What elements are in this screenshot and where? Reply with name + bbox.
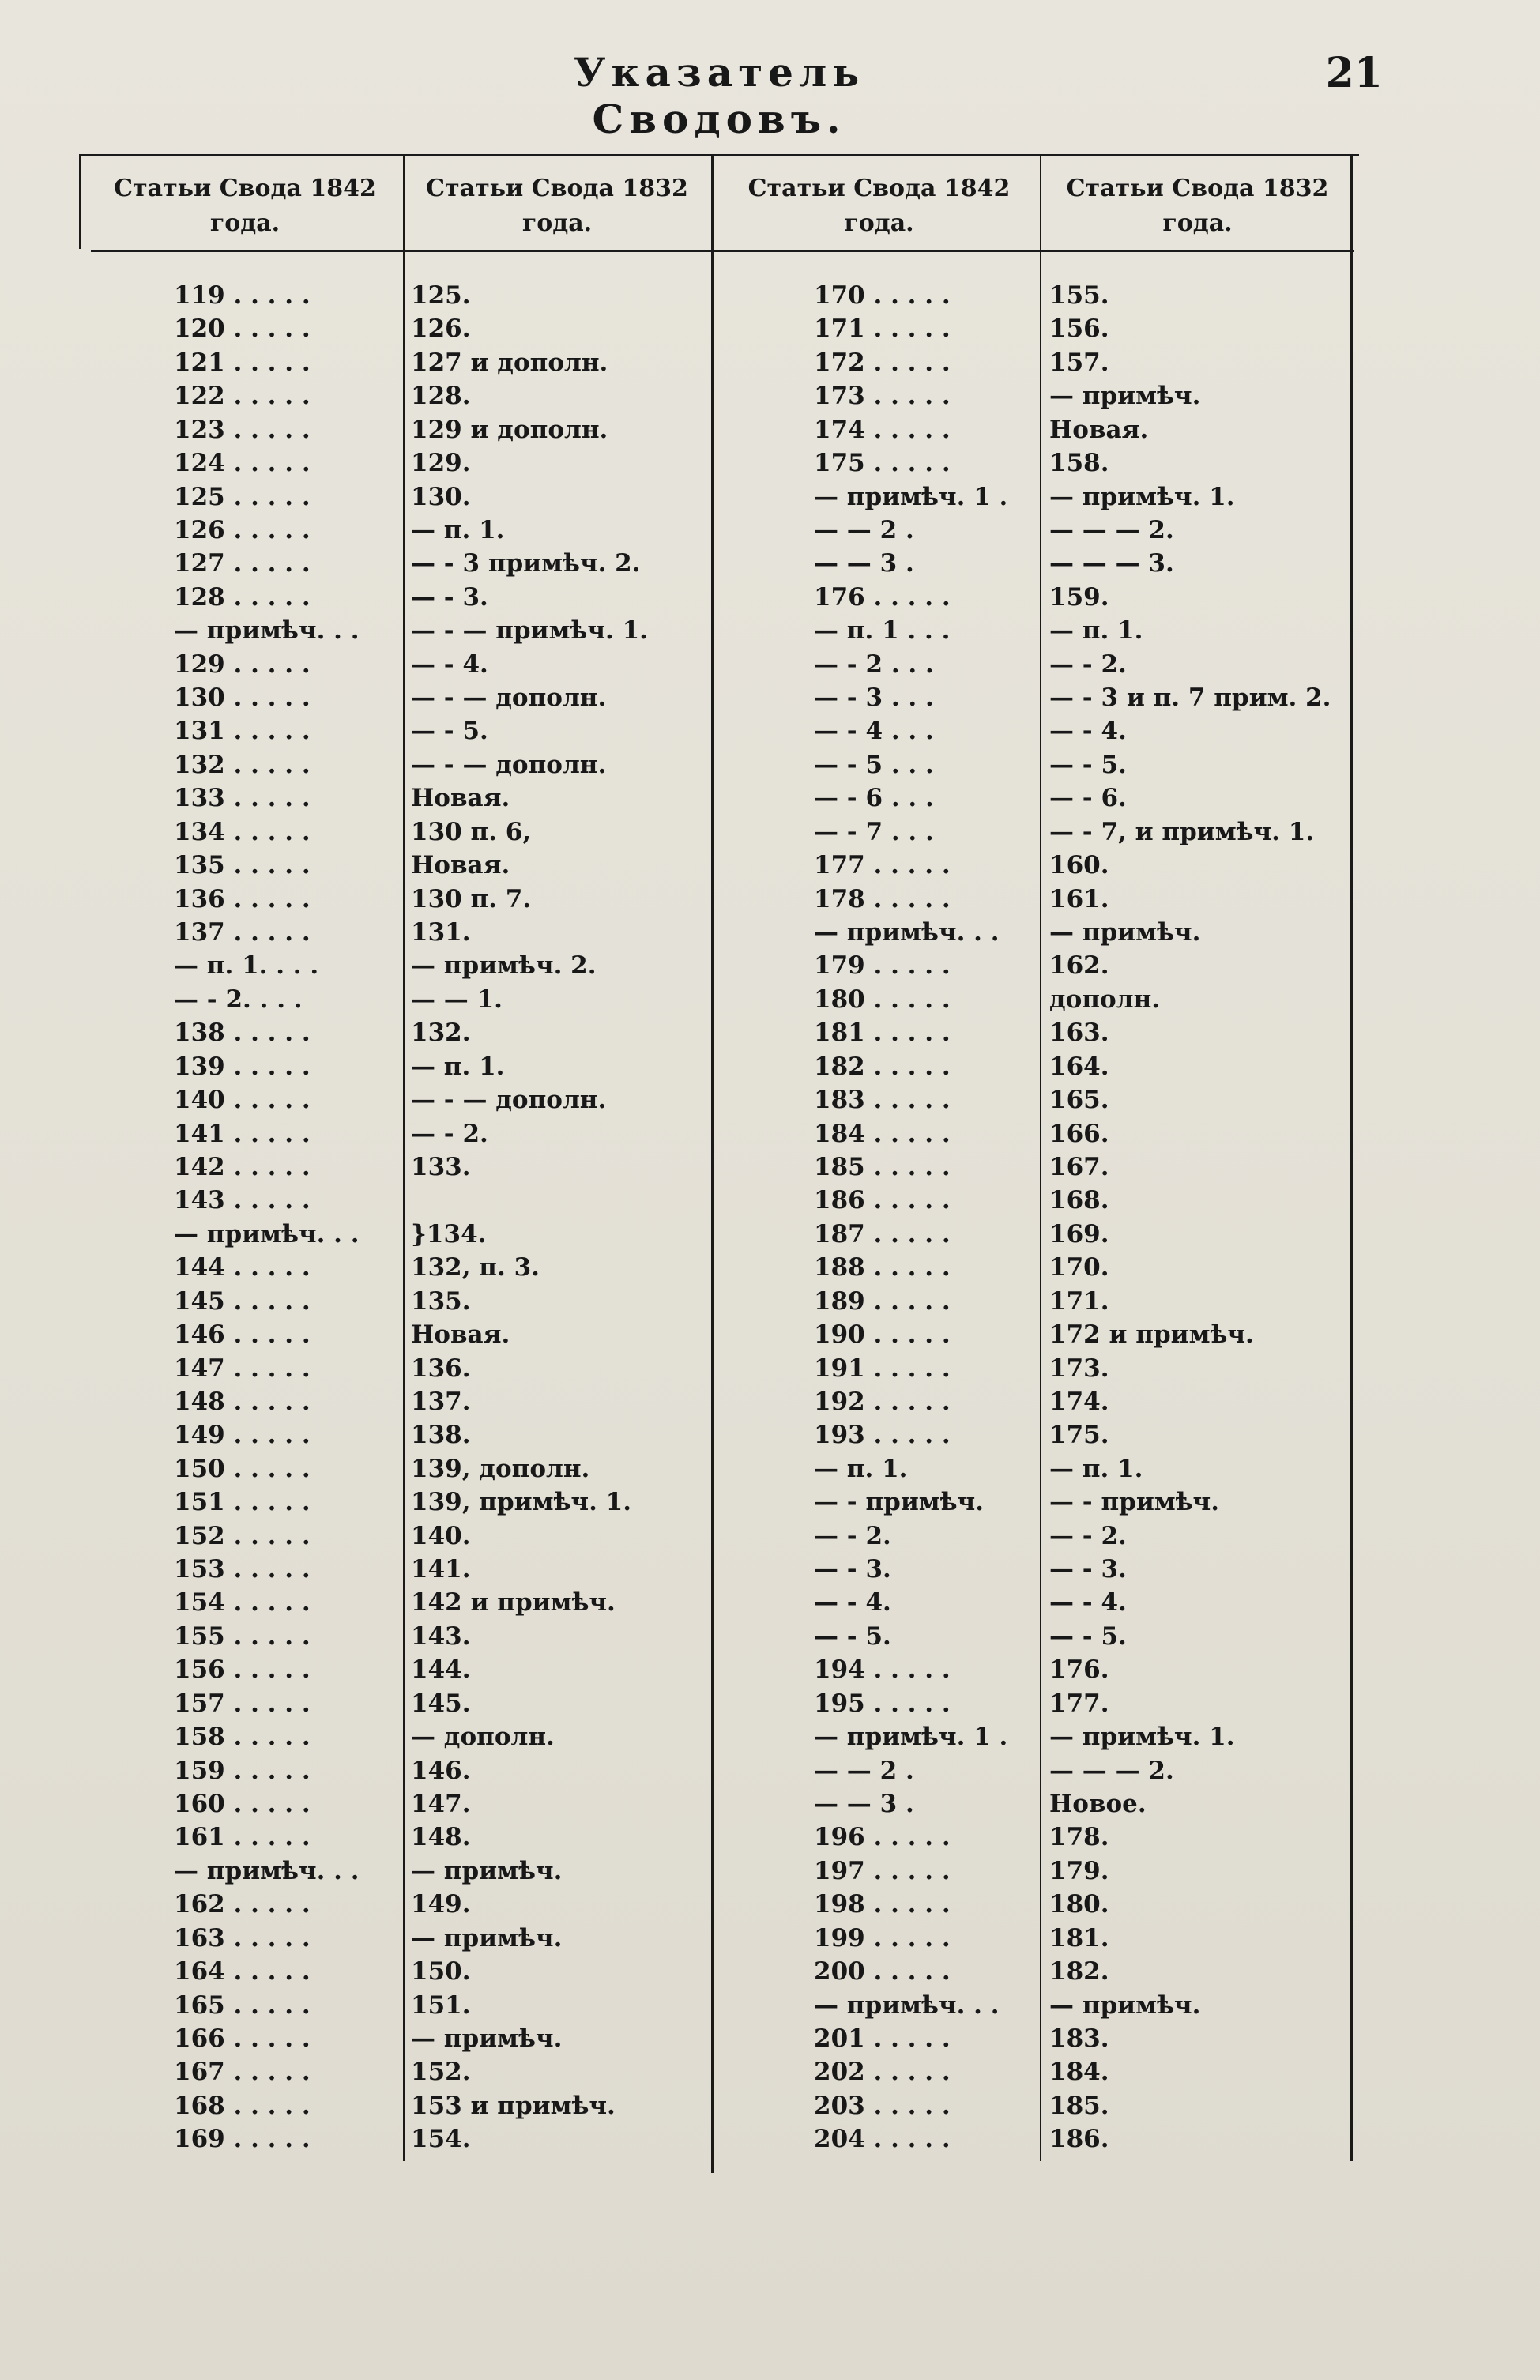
table-cell: — - 4. xyxy=(411,650,488,679)
table-cell: — примѣч. xyxy=(411,1856,563,1885)
table-cell: 135. xyxy=(411,1286,471,1316)
table-cell: 130 . . . . . xyxy=(174,683,311,713)
table-cell: 128. xyxy=(411,382,471,411)
table-cell: — примѣч. xyxy=(411,1923,563,1953)
table-cell: 156 . . . . . xyxy=(174,1655,311,1685)
table-cell: — - 5. xyxy=(1049,750,1127,779)
table-cell: — - 2. xyxy=(411,1119,488,1148)
table-cell: 192 . . . . . xyxy=(814,1387,951,1416)
table-cell: 148. xyxy=(411,1823,471,1852)
table-cell: 203 . . . . . xyxy=(814,2091,951,2120)
table-cell: 138 . . . . . xyxy=(174,1019,311,1048)
table-cell: 186. xyxy=(1049,2125,1109,2154)
table-cell: — примѣч. xyxy=(1049,382,1201,411)
table-cell: 141. xyxy=(411,1555,471,1584)
table-cell: Новая. xyxy=(411,851,510,880)
table-cell: — - 2. xyxy=(1049,1521,1127,1550)
table-cell: 177. xyxy=(1049,1689,1109,1718)
table-cell: — примѣч. . . xyxy=(174,1856,360,1885)
table-cell: 120 . . . . . xyxy=(174,314,311,344)
table-cell: 198 . . . . . xyxy=(814,1890,951,1919)
header-col3-1842: Статьи Свода 1842 года. xyxy=(747,175,1011,237)
table-cell: 174 . . . . . xyxy=(814,415,951,444)
table-cell: 130. xyxy=(411,482,471,511)
table-cell: 145. xyxy=(411,1689,471,1718)
table-cell: 136 . . . . . xyxy=(174,884,311,913)
page-title: Указатель Сводовъ. xyxy=(573,49,865,142)
table-cell: 185 . . . . . xyxy=(814,1152,951,1181)
table-cell: 157 . . . . . xyxy=(174,1689,311,1718)
table-cell: 171. xyxy=(1049,1286,1109,1316)
table-cell: — примѣч. xyxy=(1049,918,1201,947)
table-cell: — - 5 . . . xyxy=(814,750,934,779)
table-top-rule xyxy=(79,154,1359,156)
table-cell: 139, примѣч. 1. xyxy=(411,1488,632,1517)
table-cell: 189 . . . . . xyxy=(814,1286,951,1316)
table-cell: 176 . . . . . xyxy=(814,582,951,612)
table-cell: 152. xyxy=(411,2058,471,2087)
table-cell: 154 . . . . . xyxy=(174,1588,311,1617)
page-number: 21 xyxy=(1325,49,1383,97)
table-cell: 143. xyxy=(411,1621,471,1651)
table-cell: 147 . . . . . xyxy=(174,1354,311,1383)
table-cell: — - 3 . . . xyxy=(814,683,934,713)
table-cell: 129 и дополн. xyxy=(411,415,608,444)
table-cell xyxy=(411,1184,710,1217)
table-cell: — - примѣч. xyxy=(1049,1488,1220,1517)
table-cell: — п. 1. xyxy=(411,1052,505,1081)
table-cell: 142 и примѣч. xyxy=(411,1588,616,1617)
table-cell: 148 . . . . . xyxy=(174,1387,311,1416)
table-right-rule xyxy=(1350,154,1353,2161)
table-cell: 197 . . . . . xyxy=(814,1856,951,1885)
table-cell: 127 и дополн. xyxy=(411,348,608,377)
table-cell: 139, дополн. xyxy=(411,1454,590,1483)
table-cell: — — — 2. xyxy=(1049,1756,1174,1785)
table-cell: 178. xyxy=(1049,1823,1109,1852)
table-cell: 174. xyxy=(1049,1387,1109,1416)
table-cell: 133. xyxy=(411,1152,471,1181)
table-cell: 147. xyxy=(411,1789,471,1818)
table-cell: 187 . . . . . xyxy=(814,1219,951,1248)
table-cell: 154. xyxy=(411,2125,471,2154)
table-cell: 178 . . . . . xyxy=(814,884,951,913)
table-cell: 126. xyxy=(411,314,471,344)
table-cell: 119 . . . . . xyxy=(174,281,311,310)
table-cell: 168. xyxy=(1049,1186,1109,1215)
table-cell: 132. xyxy=(411,1019,471,1048)
table-cell: — примѣч. xyxy=(411,2024,563,2053)
table-cell: 124 . . . . . xyxy=(174,449,311,478)
table-cell: 179 . . . . . xyxy=(814,951,951,981)
table-cell: 185. xyxy=(1049,2091,1109,2120)
table-cell: 151 . . . . . xyxy=(174,1488,311,1517)
table-cell: 133 . . . . . xyxy=(174,784,311,813)
table-cell: 168 . . . . . xyxy=(174,2091,311,2120)
table-cell: — примѣч. 1. xyxy=(1049,1723,1235,1752)
table-cell: — - 4. xyxy=(814,1588,891,1617)
table-cell: — примѣч. 1 . xyxy=(814,1723,1008,1752)
table-cell: 184. xyxy=(1049,2058,1109,2087)
table-cell: Новая. xyxy=(411,784,510,813)
table-cell: — п. 1. xyxy=(814,1454,908,1483)
table-cell: 183. xyxy=(1049,2024,1109,2053)
table-cell: 125. xyxy=(411,281,471,310)
table-cell: — — 3 . xyxy=(814,1789,914,1818)
table-cell: 151. xyxy=(411,1990,471,2020)
table-cell: 137. xyxy=(411,1387,471,1416)
table-cell: — дополн. xyxy=(411,1723,555,1752)
table-cell: 162. xyxy=(1049,951,1109,981)
table-cell: — - 3. xyxy=(1049,1555,1127,1584)
table-cell: — — 2 . xyxy=(814,1756,914,1785)
table-cell: 173 . . . . . xyxy=(814,382,951,411)
table-cell: — - 3 и п. 7 прим. 2. xyxy=(1049,683,1331,713)
header-col4-1832: Статьи Свода 1832 года. xyxy=(1066,175,1329,237)
center-divider xyxy=(711,154,714,2173)
table-cell: — - 4 . . . xyxy=(814,717,934,746)
table-cell: 146 . . . . . xyxy=(174,1320,311,1350)
table-cell: }134. xyxy=(411,1219,487,1248)
table-cell: — - — дополн. xyxy=(411,683,607,713)
table-cell: 165 . . . . . xyxy=(174,1990,311,2020)
table-cell: 186 . . . . . xyxy=(814,1186,951,1215)
table-cell: 194 . . . . . xyxy=(814,1655,951,1685)
page-header xyxy=(0,49,1540,142)
table-cell: 144 . . . . . xyxy=(174,1253,311,1282)
column-left-1842 xyxy=(174,279,399,2156)
table-cell: 188 . . . . . xyxy=(814,1253,951,1282)
table-cell: 164. xyxy=(1049,1052,1109,1081)
table-cell: 143 . . . . . xyxy=(174,1186,311,1215)
table-cell: 167. xyxy=(1049,1152,1109,1181)
table-cell: — - 4. xyxy=(1049,1588,1127,1617)
table-cell: — п. 1. xyxy=(411,515,505,544)
table-cell: 167 . . . . . xyxy=(174,2058,311,2087)
table-cell: 181. xyxy=(1049,1923,1109,1953)
table-cell: 156. xyxy=(1049,314,1109,344)
table-cell: 175 . . . . . xyxy=(814,449,951,478)
table-cell: 190 . . . . . xyxy=(814,1320,951,1350)
table-cell: 150 . . . . . xyxy=(174,1454,311,1483)
table-cell: 149 . . . . . xyxy=(174,1421,311,1450)
table-cell: — примѣч. 1. xyxy=(1049,482,1235,511)
table-cell: — примѣч. xyxy=(1049,1990,1201,2020)
table-cell: 182 . . . . . xyxy=(814,1052,951,1081)
table-cell: 201 . . . . . xyxy=(814,2024,951,2053)
table-cell: 182. xyxy=(1049,1957,1109,1986)
table-cell: 160. xyxy=(1049,851,1109,880)
table-cell: 162 . . . . . xyxy=(174,1890,311,1919)
table-left-rule xyxy=(79,154,81,249)
table-cell: 144. xyxy=(411,1655,471,1685)
table-cell: 202 . . . . . xyxy=(814,2058,951,2087)
table-cell: 129. xyxy=(411,449,471,478)
table-cell: 132, п. 3. xyxy=(411,1253,540,1282)
table-cell: 132 . . . . . xyxy=(174,750,311,779)
table-cell: 140. xyxy=(411,1521,471,1550)
column-divider-2 xyxy=(1040,154,1041,2161)
table-cell: — - — дополн. xyxy=(411,1086,607,1115)
table-cell: 204 . . . . . xyxy=(814,2125,951,2154)
table-cell: 180 . . . . . xyxy=(814,985,951,1014)
table-cell: 153 . . . . . xyxy=(174,1555,311,1584)
table-cell: — примѣч. 2. xyxy=(411,951,597,981)
table-cell: — — 2 . xyxy=(814,515,914,544)
table-cell: 160 . . . . . xyxy=(174,1789,311,1818)
table-cell: 161 . . . . . xyxy=(174,1823,311,1852)
table-cell: 158 . . . . . xyxy=(174,1723,311,1752)
table-cell: — примѣч. . . xyxy=(174,1219,360,1248)
table-cell: 139 . . . . . xyxy=(174,1052,311,1081)
table-cell: 123 . . . . . xyxy=(174,415,311,444)
table-cell: — - — примѣч. 1. xyxy=(411,616,648,646)
table-cell: — п. 1. xyxy=(1049,1454,1143,1483)
table-cell: — п. 1. . . . xyxy=(174,951,319,981)
table-cell: 153 и примѣч. xyxy=(411,2091,616,2120)
table-cell: 130 п. 6, xyxy=(411,817,532,846)
table-cell: 126 . . . . . xyxy=(174,515,311,544)
header-bottom-rule xyxy=(91,250,1354,252)
table-cell: — - 2. xyxy=(814,1521,891,1550)
table-cell: 177 . . . . . xyxy=(814,851,951,880)
table-cell: — - примѣч. xyxy=(814,1488,985,1517)
table-cell: 155 . . . . . xyxy=(174,1621,311,1651)
table-cell: — - 6. xyxy=(1049,784,1127,813)
table-cell: 146. xyxy=(411,1756,471,1785)
table-cell: 131. xyxy=(411,918,471,947)
table-cell: 169 . . . . . xyxy=(174,2125,311,2154)
header-col2-1832: Статьи Свода 1832 года. xyxy=(426,175,688,237)
table-cell: 191 . . . . . xyxy=(814,1354,951,1383)
table-cell: 125 . . . . . xyxy=(174,482,311,511)
table-cell: — - 5. xyxy=(1049,1621,1127,1651)
table-cell: 130 п. 7. xyxy=(411,884,532,913)
table-cell: — - 4. xyxy=(1049,717,1127,746)
table-cell: 157. xyxy=(1049,348,1109,377)
table-cell: — - 7 . . . xyxy=(814,817,934,846)
table-cell: 181 . . . . . xyxy=(814,1019,951,1048)
table-cell: Новая. xyxy=(411,1320,510,1350)
table-cell: 172 . . . . . xyxy=(814,348,951,377)
table-cell: 121 . . . . . xyxy=(174,348,311,377)
table-cell: 170. xyxy=(1049,1253,1109,1282)
table-cell: — - 5. xyxy=(814,1621,891,1651)
table-cell: 164 . . . . . xyxy=(174,1957,311,1986)
table-cell: 175. xyxy=(1049,1421,1109,1450)
table-cell: — примѣч. . . xyxy=(814,918,1000,947)
table-cell: — - 3. xyxy=(411,582,488,612)
concordance-table xyxy=(79,154,1359,2173)
table-cell: 138. xyxy=(411,1421,471,1450)
table-cell: 165. xyxy=(1049,1086,1109,1115)
table-cell: 141 . . . . . xyxy=(174,1119,311,1148)
table-cell: 129 . . . . . xyxy=(174,650,311,679)
table-cell: 183 . . . . . xyxy=(814,1086,951,1115)
table-cell: 199 . . . . . xyxy=(814,1923,951,1953)
table-cell: — - 7, и примѣч. 1. xyxy=(1049,817,1315,846)
table-cell: 155. xyxy=(1049,281,1109,310)
table-cell: 134 . . . . . xyxy=(174,817,311,846)
table-cell: 159 . . . . . xyxy=(174,1756,311,1785)
table-cell: 158. xyxy=(1049,449,1109,478)
table-cell: — - 2. xyxy=(1049,650,1127,679)
table-cell: — примѣч. . . xyxy=(814,1990,1000,2020)
table-cell: 170 . . . . . xyxy=(814,281,951,310)
table-cell: 195 . . . . . xyxy=(814,1689,951,1718)
table-cell: 152 . . . . . xyxy=(174,1521,311,1550)
table-cell: — п. 1 . . . xyxy=(814,616,951,646)
table-cell: — - 3 примѣч. 2. xyxy=(411,549,641,578)
table-cell: — - 6 . . . xyxy=(814,784,934,813)
table-cell: 135 . . . . . xyxy=(174,851,311,880)
table-cell: 184 . . . . . xyxy=(814,1119,951,1148)
table-cell: — — — 2. xyxy=(1049,515,1174,544)
table-cell: — — — 3. xyxy=(1049,549,1174,578)
table-cell: 171 . . . . . xyxy=(814,314,951,344)
table-cell: 127 . . . . . xyxy=(174,549,311,578)
column-right-1832 xyxy=(1049,279,1348,2156)
table-cell: 166 . . . . . xyxy=(174,2024,311,2053)
column-divider-1 xyxy=(403,154,405,2161)
table-cell: 179. xyxy=(1049,1856,1109,1885)
table-cell: — — 1. xyxy=(411,985,503,1014)
table-cell: 173. xyxy=(1049,1354,1109,1383)
column-right-1842 xyxy=(814,279,1037,2156)
table-cell: 159. xyxy=(1049,582,1109,612)
column-left-1832 xyxy=(411,279,710,2156)
table-cell: 163 . . . . . xyxy=(174,1923,311,1953)
table-cell: — примѣч. 1 . xyxy=(814,482,1008,511)
table-cell: 176. xyxy=(1049,1655,1109,1685)
table-cell: 166. xyxy=(1049,1119,1109,1148)
table-cell: 149. xyxy=(411,1890,471,1919)
table-cell: дополн. xyxy=(1049,985,1161,1014)
table-cell: 140 . . . . . xyxy=(174,1086,311,1115)
table-cell: 128 . . . . . xyxy=(174,582,311,612)
table-cell: — - — дополн. xyxy=(411,750,607,779)
table-cell: Новая. xyxy=(1049,415,1149,444)
table-cell: — - 2. . . . xyxy=(174,985,303,1014)
table-cell: 163. xyxy=(1049,1019,1109,1048)
table-cell: 169. xyxy=(1049,1219,1109,1248)
table-cell: 150. xyxy=(411,1957,471,1986)
table-cell: 131 . . . . . xyxy=(174,717,311,746)
table-cell: — — 3 . xyxy=(814,549,914,578)
table-cell: 142 . . . . . xyxy=(174,1152,311,1181)
table-cell: — примѣч. . . xyxy=(174,616,360,646)
table-cell: 122 . . . . . xyxy=(174,382,311,411)
table-cell: 161. xyxy=(1049,884,1109,913)
table-cell: — - 5. xyxy=(411,717,488,746)
table-cell: 180. xyxy=(1049,1890,1109,1919)
table-cell: 172 и примѣч. xyxy=(1049,1320,1254,1350)
table-cell: — - 3. xyxy=(814,1555,891,1584)
table-cell: 196 . . . . . xyxy=(814,1823,951,1852)
table-cell: 145 . . . . . xyxy=(174,1286,311,1316)
table-cell: 193 . . . . . xyxy=(814,1421,951,1450)
table-cell: Новое. xyxy=(1049,1789,1147,1818)
table-cell: — - 2 . . . xyxy=(814,650,934,679)
table-cell: — п. 1. xyxy=(1049,616,1143,646)
header-col1-1842: Статьи Свода 1842 года. xyxy=(114,175,376,237)
table-cell: 136. xyxy=(411,1354,471,1383)
table-cell: 200 . . . . . xyxy=(814,1957,951,1986)
table-cell: 137 . . . . . xyxy=(174,918,311,947)
